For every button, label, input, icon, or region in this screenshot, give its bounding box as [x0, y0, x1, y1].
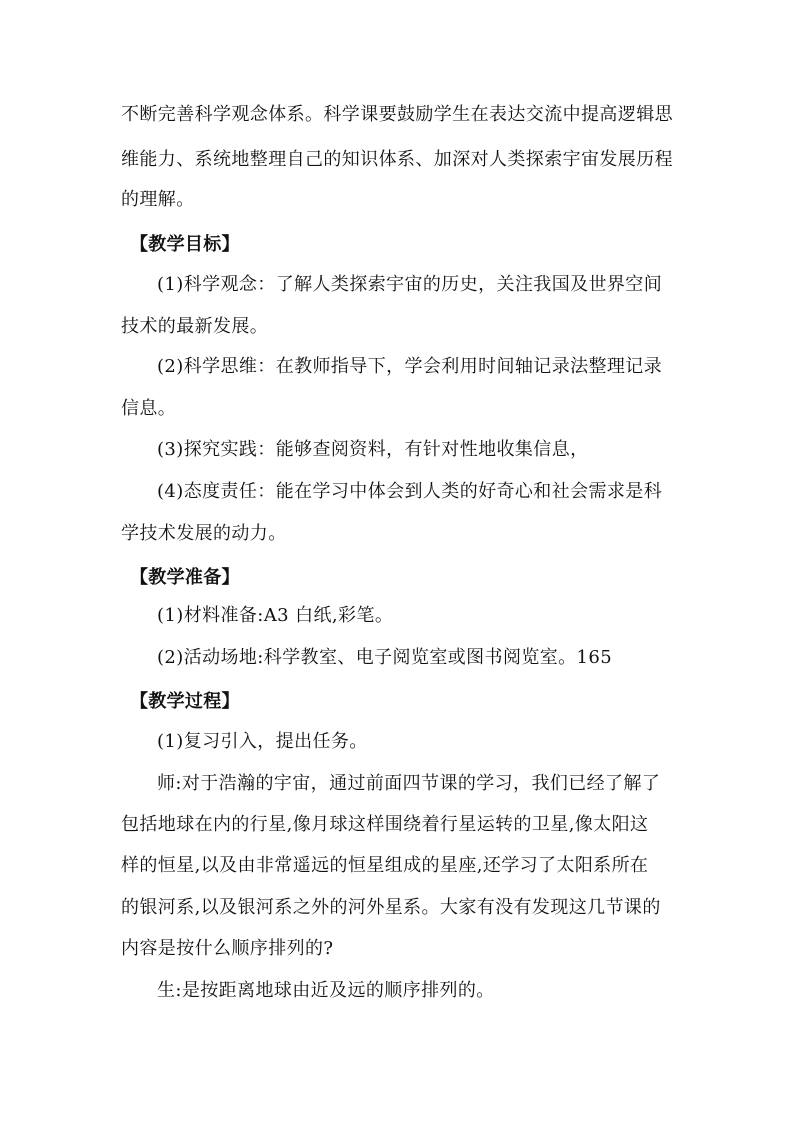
intro-line-3: 的理解。	[121, 189, 195, 210]
process-heading: 【教学过程】	[130, 691, 240, 712]
intro-line-1: 不断完善科学观念体系。科学课要鼓励学生在表达交流中提高逻辑思	[121, 104, 673, 125]
student-line-1: 生:是按距离地球由近及远的顺序排列的。	[157, 980, 495, 1001]
teacher-line-3: 样的恒星,以及由非常遥远的恒星组成的星座,还学习了太阳系所在	[121, 855, 649, 876]
objective-4-line-2: 学技术发展的动力。	[121, 523, 287, 544]
objective-4-line-1: (4)态度责任：能在学习中体会到人类的好奇心和社会需求是科	[157, 481, 663, 502]
objective-2-line-2: 信息。	[121, 398, 177, 419]
process-step-1: (1)复习引入，提出任务。	[157, 731, 368, 752]
teacher-line-2: 包括地球在内的行星,像月球这样围绕着行星运转的卫星,像太阳这	[121, 814, 649, 835]
teacher-line-5: 内容是按什么顺序排列的?	[121, 938, 334, 959]
preparation-item-1: (1)材料准备:A3 白纸,彩笔。	[157, 605, 394, 626]
objective-3-line-1: (3)探究实践：能够查阅资料，有针对性地收集信息，	[157, 439, 589, 460]
objectives-heading: 【教学目标】	[130, 234, 240, 255]
objective-2-line-1: (2)科学思维：在教师指导下，学会利用时间轴记录法整理记录	[157, 356, 663, 377]
objective-1-line-1: (1)科学观念：了解人类探索宇宙的历史，关注我国及世界空间	[157, 274, 663, 295]
preparation-item-2: (2)活动场地:科学教室、电子阅览室或图书阅览室。165	[157, 647, 613, 668]
teacher-line-1: 师:对于浩瀚的宇宙，通过前面四节课的学习，我们已经了解了	[157, 773, 661, 794]
teacher-line-4: 的银河系,以及银河系之外的河外星系。大家有没有发现这几节课的	[121, 897, 661, 918]
preparation-heading: 【教学准备】	[130, 567, 240, 588]
intro-line-2: 维能力、系统地整理自己的知识体系、加深对人类探索宇宙发展历程	[121, 149, 673, 170]
objective-1-line-2: 技术的最新发展。	[121, 316, 269, 337]
